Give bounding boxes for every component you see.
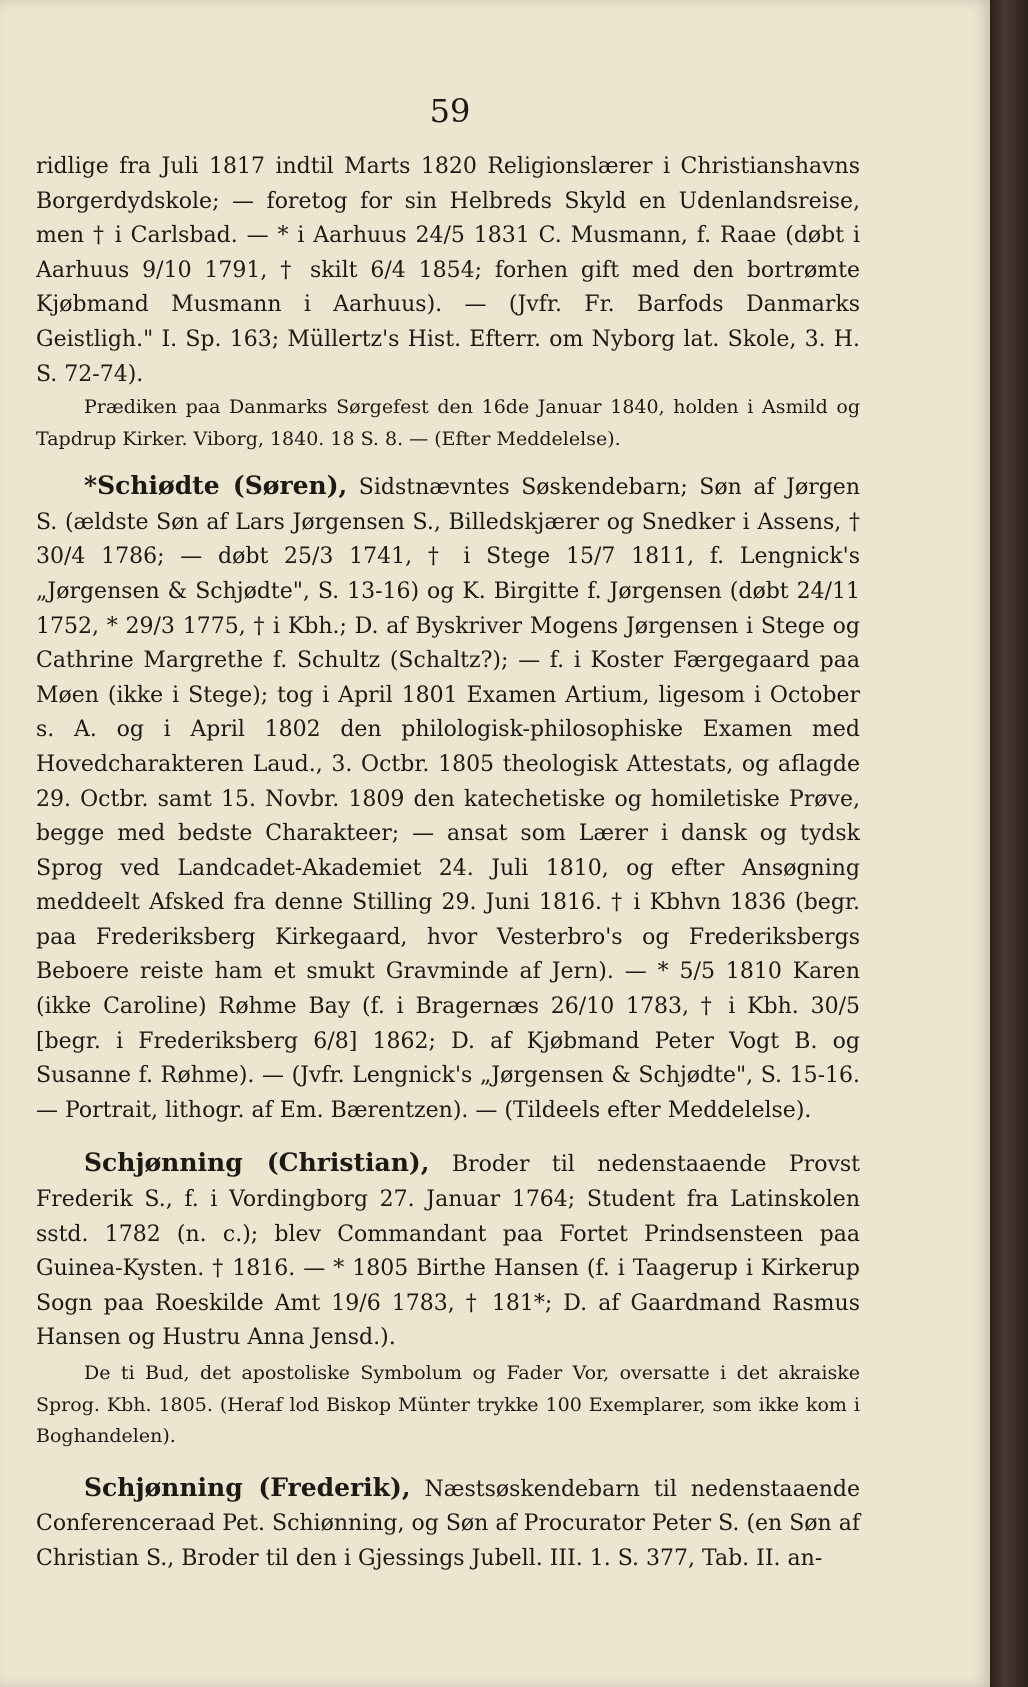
entry-schjonning-frederik xyxy=(36,1471,860,1577)
paragraph-publication xyxy=(36,1358,860,1453)
entry-heading: Schjønning (Frederik), xyxy=(84,1472,411,1502)
paragraph-continuation xyxy=(36,150,860,392)
entry-heading: *Schiødte (Søren), xyxy=(84,471,348,501)
entry-heading: Schjønning (Christian), xyxy=(84,1148,430,1178)
paragraph-text: Næstsøskendebarn til nedenstaaende Conferenceraad Pet. Schiønning, og Søn af Procurator Peter S. (en Søn af Christian S., Broder til den i Gjessings Jubell. III. 1. S. 377, Tab. II. an- xyxy=(36,1476,860,1571)
paragraph-text: ridlige fra Juli 1817 indtil Marts 1820 Religionslærer i Christianshavns Borgerdydskole; — foretog for sin Helbreds Skyld en Udenlandsreise, men † i Carlsbad. — * i Aarhuus 24/5 1831 C. Musmann, f. Raae (døbt i Aarhuus 9/10 1791, † skilt 6/4 1854; forhen gift med den bortrømte Kjøbmand Musmann i Aarhuus). — (Jvfr. Fr. Barfods Danmarks Geistligh." I. Sp. 163; Müllertz's Hist. Efterr. om Nyborg lat. Skole, 3. H. S. 72-74). xyxy=(36,154,860,387)
paragraph-text: Prædiken paa Danmarks Sørgefest den 16de Januar 1840, holden i Asmild og Tapdrup Kirker. Viborg, 1840. 18 S. 8. — (Efter Meddelelse). xyxy=(36,396,860,450)
paragraph-text: De ti Bud, det apostoliske Symbolum og Fader Vor, oversatte i det akraiske Sprog. Kbh. 1805. (Heraf lod Biskop Münter trykke 100 Exemplarer, som ikke kom i Boghandelen). xyxy=(36,1362,860,1447)
page-number: 59 xyxy=(429,92,471,130)
book-edge xyxy=(990,0,1028,1687)
paragraph-text: Sidstnævntes Søskendebarn; Søn af Jørgen S. (ældste Søn af Lars Jørgensen S., Billedskjærer og Snedker i Assens, † 30/4 1786; — døbt 25/3 1741, † i Stege 15/7 1811, f. Lengnick's „Jørgensen & Schjødte", S. 13-16) og K. Birgitte f. Jørgensen (døbt 24/11 1752, * 29/3 1775, † i Kbh.; D. af Byskriver Mogens Jørgensen i Stege og Cathrine Margrethe f. Schultz (Schaltz?); — f. i Koster Færgegaard paa Møen (ikke i Stege); tog i April 1801 Examen Artium, ligesom i October s. A. og i April 1802 den philologisk-philosophiske Examen med Hovedcharakteren Laud., 3. Octbr. 1805 theologisk Attestats, og aflagde 29. Octbr. samt 15. Novbr. 1809 den katechetiske og homiletiske Prøve, begge med bedste Charakteer; — ansat som Lærer i dansk og tydsk Sprog ved Landcadet-Akademiet 24. Juli 1810, og efter Ansøgning meddeelt Afsked fra denne Stilling 29. Juni 1816. † i Kbhvn 1836 (begr. paa Frederiksberg Kirkegaard, hvor Vesterbro's og Frederiksbergs Beboere reiste ham et smukt Gravminde af Jern). — * 5/5 1810 Karen (ikke Caroline) Røhme Bay (f. i Bragernæs 26/10 1783, † i Kbh. 30/5 [begr. i Frederiksberg 6/8] 1862; D. af Kjøbmand Peter Vogt B. og Susanne f. Røhme). — (Jvfr. Lengnick's „Jørgensen & Schjødte", S. 15-16. — Portrait, lithogr. af Em. Bærentzen). — (Tildeels efter Meddelelse). xyxy=(36,475,860,1123)
page-text xyxy=(36,150,860,1576)
paragraph-text: Broder til nedenstaaende Provst Frederik S., f. i Vordingborg 27. Januar 1764; Student fra Latinskolen sstd. 1782 (n. c.); blev Commandant paa Fortet Prindsensteen paa Guinea-Kysten. † 1816. — * 1805 Birthe Hansen (f. i Taagerup i Kirkerup Sogn paa Roeskilde Amt 19/6 1783, † 181*; D. af Gaardmand Rasmus Hansen og Hustru Anna Jensd.). xyxy=(36,1152,860,1351)
entry-schiodte xyxy=(36,469,860,1128)
entry-schjonning-christian xyxy=(36,1146,860,1356)
paragraph-publication xyxy=(36,392,860,455)
